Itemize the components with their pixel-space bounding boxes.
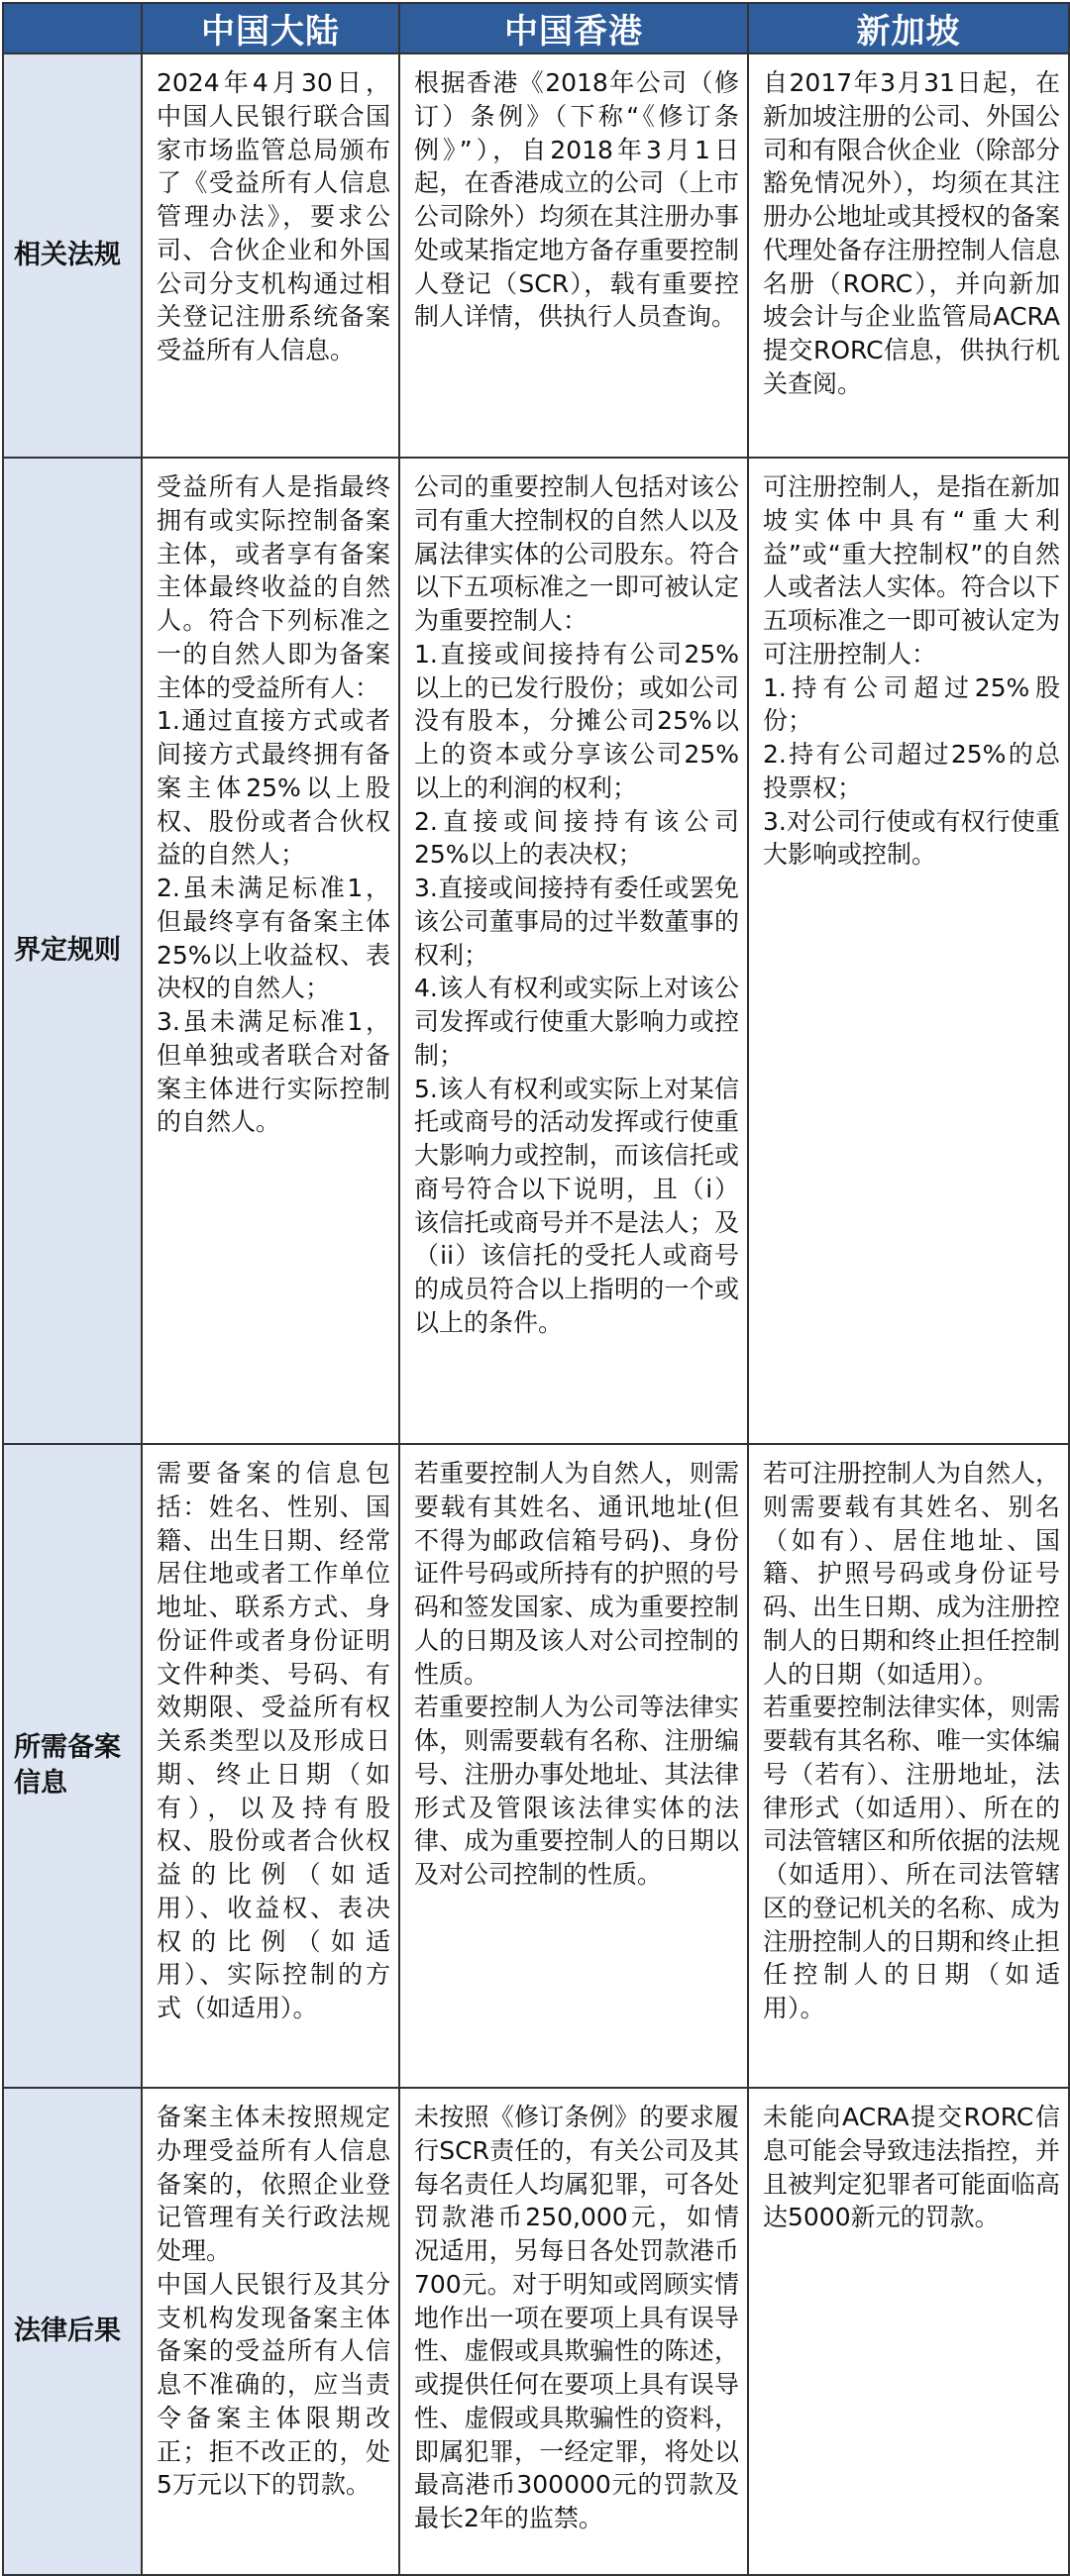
cell-filing-mainland (142, 1444, 399, 2088)
row-label-legal-consequences: 法律后果 (3, 2088, 142, 2575)
list-item: 4.该人有权利或实际上对该公司发挥或行使重大影响力或控制； (414, 974, 739, 1070)
header-corner (3, 3, 142, 53)
list-item: 2.持有公司超过25%的总投票权； (763, 740, 1060, 802)
paragraph: 需要备案的信息包括：姓名、性别、国籍、出生日期、经常居住地或者工作单位地址、联系方式、身份证件或者身份证明文件种类、号码、有效期限、受益所有权关系类型以及形成日期、终止日期（如有），以及持有股权、股份或者合伙权益的比例（如适用）、收益权、表决权的比例（如适用）、实际控制的方式（如适用）。 (157, 1459, 390, 2022)
cell-consequences-mainland (142, 2088, 399, 2575)
header-hong-kong: 中国香港 (399, 3, 748, 53)
list-item: 2.虽未满足标准1，但最终享有备案主体25%以上收益权、表决权的自然人； (157, 874, 390, 1003)
cell-filing-hong-kong (399, 1444, 748, 2088)
cell-definition-hong-kong (399, 458, 748, 1444)
paragraph: 备案主体未按照规定办理受益所有人信息备案的，依照企业登记管理有关行政法规处理。 (157, 2103, 390, 2265)
cell-definition-mainland (142, 458, 399, 1444)
header-mainland-china: 中国大陆 (142, 3, 399, 53)
list-item: 5.该人有权利或实际上对某信托或商号的活动发挥或行使重大影响力或控制，而该信托或商号符合以下说明，且（i）该信托或商号并不是法人；及（ii）该信托的受托人或商号的成员符合以上指明的一个或以上的条件。 (414, 1074, 739, 1337)
row-label-regulations: 相关法规 (3, 53, 142, 458)
paragraph: 公司的重要控制人包括对该公司有重大控制权的自然人以及属法律实体的公司股东。符合以下五项标准之一即可被认定为重要控制人： (414, 472, 739, 635)
paragraph: 中国人民银行及其分支机构发现备案主体备案的受益所有人信息不准确的，应当责令备案主体限期改正；拒不改正的，处5万元以下的罚款。 (157, 2269, 390, 2500)
comparison-table (2, 2, 1070, 2576)
paragraph: 自2017年3月31日起，在新加坡注册的公司、外国公司和有限合伙企业（除部分豁免情况外），均须在其注册办公地址或其授权的备案代理处备存注册控制人信息名册（RORC），并向新加坡会计与企业监管局ACRA提交RORC信息，供执行机关查阅。 (763, 68, 1061, 398)
list-item: 3.对公司行使或有权行使重大影响或控制。 (763, 806, 1060, 870)
row-regulations (3, 53, 1069, 458)
cell-regulations-hong-kong (399, 53, 748, 458)
paragraph: 未能向ACRA提交RORC信息可能会导致违法指控，并且被判定犯罪者可能面临高达5000新元的罚款。 (763, 2103, 1061, 2232)
paragraph: 根据香港《2018年公司（修订）条例》（下称“《修订条例》”），自2018年3月1日起，在香港成立的公司（上市公司除外）均须在其注册办事处或某指定地方备存重要控制人登记（SCR），载有重要控制人详情，供执行人员查询。 (414, 68, 739, 332)
cell-regulations-mainland (142, 53, 399, 458)
cell-consequences-singapore (748, 2088, 1069, 2575)
list-item: 1.直接或间接持有公司25%以上的已发行股份；或如公司没有股本，分摊公司25%以上的资本或分享该公司25%以上的利润的权利； (414, 639, 739, 802)
cell-definition-singapore (748, 458, 1069, 1444)
paragraph: 可注册控制人，是指在新加坡实体中具有“重大利益”或“重大控制权”的自然人或者法人实体。符合以下五项标准之一即可被认定为可注册控制人： (763, 472, 1061, 669)
paragraph: 受益所有人是指最终拥有或实际控制备案主体，或者享有备案主体最终收益的自然人。符合下列标准之一的自然人即为备案主体的受益所有人： (157, 472, 390, 702)
header-row (3, 3, 1069, 53)
list-item: 2.直接或间接持有该公司25%以上的表决权； (414, 806, 739, 870)
list-item: 1.通过直接方式或者间接方式最终拥有备案主体25%以上股权、股份或者合伙权益的自然人； (157, 706, 390, 870)
paragraph: 未按照《修订条例》的要求履行SCR责任的，有关公司及其每名责任人均属犯罪，可各处罚款港币250,000元，如情况适用，另每日各处罚款港币700元。对于明知或罔顾实情地作出一项在要项上具有误导性、虚假或具欺骗性的陈述，或提供任何在要项上具有误导性、虚假或具欺骗性的资料，即属犯罪，一经定罪，将处以最高港币300000元的罚款及最长2年的监禁。 (414, 2103, 739, 2532)
list-item: 3.直接或间接持有委任或罢免该公司董事局的过半数董事的权利； (414, 874, 739, 970)
cell-regulations-singapore (748, 53, 1069, 458)
list-item: 1.持有公司超过25%股份； (763, 672, 1060, 736)
row-required-filing-info (3, 1444, 1069, 2088)
list-item: 3.虽未满足标准1，但单独或者联合对备案主体进行实际控制的自然人。 (157, 1007, 390, 1137)
cell-filing-singapore (748, 1444, 1069, 2088)
paragraph: 2024年4月30日，中国人民银行联合国家市场监管总局颁布了《受益所有人信息管理办法》，要求公司、合伙企业和外国公司分支机构通过相关登记注册系统备案受益所有人信息。 (157, 68, 390, 364)
row-legal-consequences (3, 2088, 1069, 2575)
row-definition-rules (3, 458, 1069, 1444)
paragraph: 若可注册控制人为自然人，则需要载有其姓名、别名（如有）、居住地址、国籍、护照号码或身份证号码、出生日期、成为注册控制人的日期和终止担任控制人的日期（如适用）。 (763, 1459, 1061, 1689)
header-singapore: 新加坡 (748, 3, 1069, 53)
row-label-required-filing-info: 所需备案信息 (3, 1444, 142, 2088)
paragraph: 若重要控制人为自然人，则需要载有其姓名、通讯地址(但不得为邮政信箱号码)、身份证件号码或所持有的护照的号码和签发国家、成为重要控制人的日期及该人对公司控制的性质。 (414, 1459, 739, 1689)
row-label-definition-rules: 界定规则 (3, 458, 142, 1444)
cell-consequences-hong-kong (399, 2088, 748, 2575)
paragraph: 若重要控制法律实体，则需要载有其名称、唯一实体编号（若有）、注册地址，法律形式（如适用）、所在的司法管辖区和所依据的法规（如适用）、所在司法管辖区的登记机关的名称、成为注册控制人的日期和终止担任控制人的日期（如适用）。 (763, 1693, 1061, 2022)
paragraph: 若重要控制人为公司等法律实体，则需要载有名称、注册编号、注册办事处地址、其法律形式及管限该法律实体的法律、成为重要控制人的日期以及对公司控制的性质。 (414, 1693, 739, 1889)
